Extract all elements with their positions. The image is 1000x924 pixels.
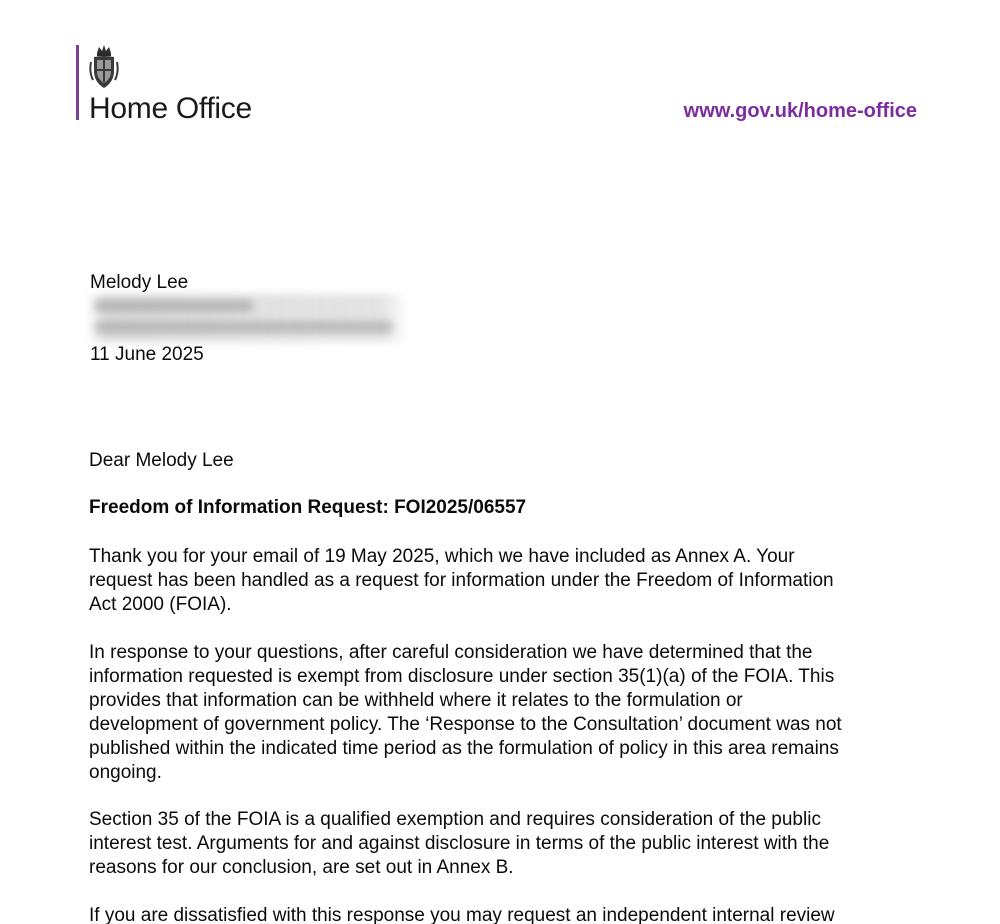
- paragraph-line: interest test. Arguments for and against disclosure in terms of the public interest with the: [89, 833, 830, 854]
- paragraph-acknowledgement: [89, 545, 929, 617]
- paragraph-line: development of government policy. The ‘Response to the Consultation’ document was not: [89, 714, 842, 735]
- paragraph-line: In response to your questions, after careful consideration we have determined that the: [89, 642, 813, 663]
- paragraph-review: [89, 904, 929, 924]
- organisation-name: Home Office: [89, 92, 252, 125]
- salutation: Dear Melody Lee: [89, 450, 234, 471]
- redacted-address-block: [86, 294, 408, 342]
- paragraph-line: Act 2000 (FOIA).: [89, 594, 232, 615]
- paragraph-public-interest: [89, 808, 929, 880]
- brand-bar: [76, 45, 79, 120]
- paragraph-line: Thank you for your email of 19 May 2025, which we have included as Annex A. Your: [89, 546, 795, 567]
- redacted-line: [94, 321, 394, 333]
- website-link[interactable]: www.gov.uk/home-office: [683, 100, 917, 122]
- paragraph-line: information requested is exempt from disclosure under section 35(1)(a) of the FOIA. This: [89, 666, 835, 687]
- paragraph-line: request has been handled as a request for information under the Freedom of Information: [89, 570, 834, 591]
- paragraph-exemption: [89, 641, 929, 785]
- recipient-name: Melody Lee: [90, 272, 189, 293]
- paragraph-line: ongoing.: [89, 762, 162, 783]
- paragraph-line: If you are dissatisfied with this response you may request an independent internal review: [89, 905, 835, 924]
- royal-coat-of-arms-icon: [88, 44, 120, 90]
- letter-date: 11 June 2025: [90, 344, 204, 365]
- redacted-line: [94, 300, 254, 312]
- paragraph-line: reasons for our conclusion, are set out in Annex B.: [89, 857, 514, 878]
- paragraph-line: provides that information can be withheld where it relates to the formulation or: [89, 690, 743, 711]
- paragraph-line: Section 35 of the FOIA is a qualified exemption and requires consideration of the public: [89, 809, 821, 830]
- subject-line: Freedom of Information Request: FOI2025/06557: [89, 497, 527, 518]
- paragraph-line: published within the indicated time period as the formulation of policy in this area remains: [89, 738, 839, 759]
